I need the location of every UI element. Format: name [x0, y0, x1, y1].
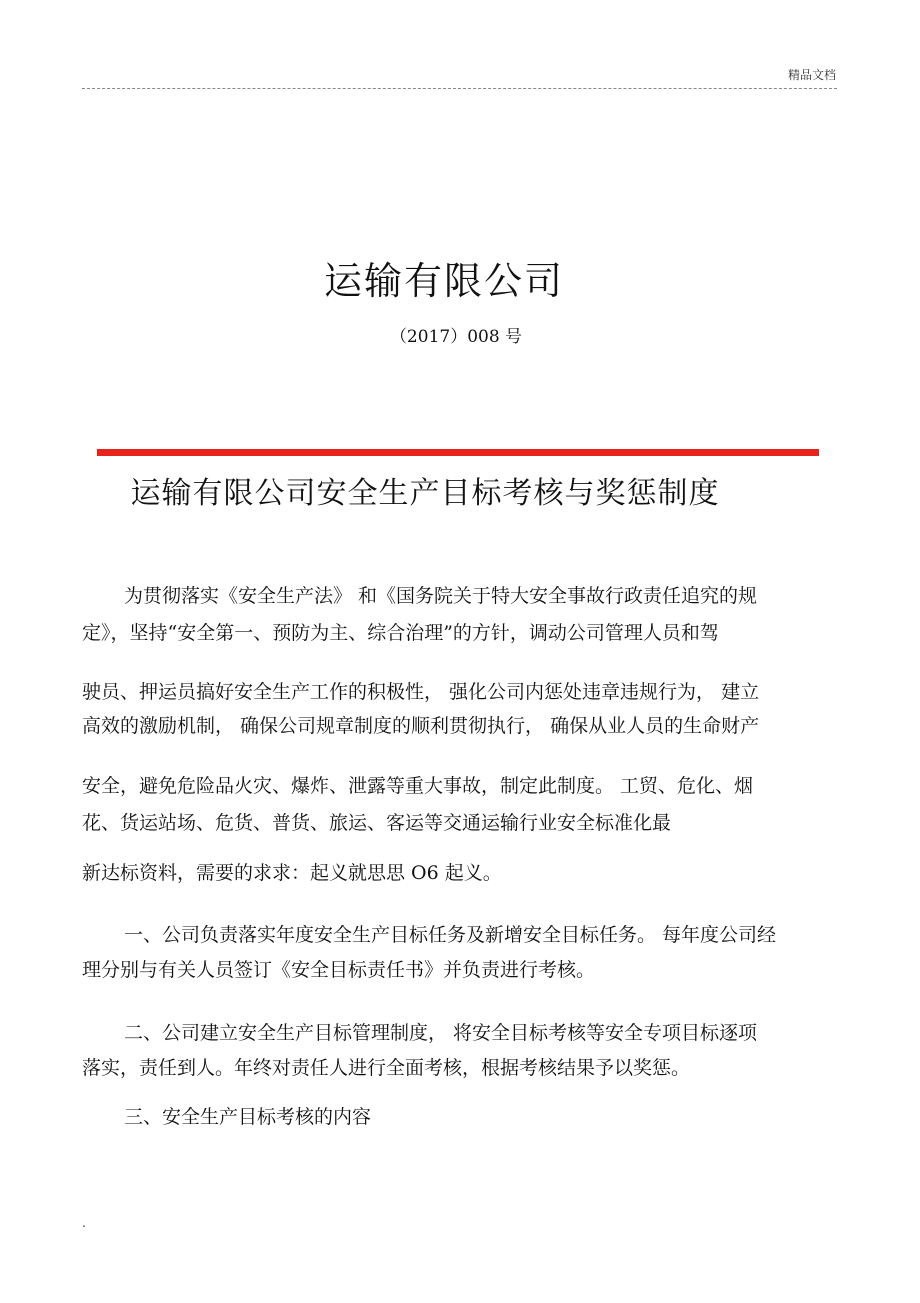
- company-name: 运输有限公司: [323, 259, 564, 303]
- body-line: 三、安全生产目标考核的内容: [124, 1106, 372, 1128]
- document-title: 运输有限公司安全生产目标考核与奖惩制度: [130, 476, 720, 511]
- header-label: 精品文档: [787, 68, 836, 82]
- body-line: 高效的激励机制， 确保公司规章制度的顺利贯彻执行， 确保从业人员的生命财产: [82, 715, 760, 737]
- body-line: 一、公司负责落实年度安全生产目标任务及新增安全目标任务。 每年度公司经: [124, 924, 777, 946]
- body-line: 定》，坚持“安全第一、预防为主、综合治理”的方针，调动公司管理人员和驾: [82, 622, 719, 644]
- document-number: （2017）008 号: [389, 327, 523, 347]
- body-line: 二、公司建立安全生产目标管理制度， 将安全目标考核等安全专项目标逐项: [124, 1022, 758, 1044]
- body-line: 为贯彻落实《安全生产法》 和《国务院关于特大安全事故行政责任追究的规: [124, 585, 758, 607]
- body-line: 落实，责任到人。年终对责任人进行全面考核，根据考核结果予以奖惩。: [82, 1057, 691, 1079]
- red-divider: [97, 449, 819, 456]
- body-line: 驶员、押运员搞好安全生产工作的积极性， 强化公司内惩处违章违规行为， 建立: [82, 681, 760, 703]
- body-line: 安全，避免危险品火灾、爆炸、泄露等重大事故，制定此制度。 工贸、危化、烟: [82, 775, 754, 797]
- body-line: 新达标资料，需要的求求：起义就思思 O6 起义。: [82, 862, 502, 884]
- body-line: 理分别与有关人员签订《安全目标责任书》并负责进行考核。: [82, 959, 596, 981]
- page-mark: .: [82, 1216, 86, 1230]
- body-line: 花、货运站场、危货、普货、旅运、客运等交通运输行业安全标准化最: [82, 812, 672, 834]
- header-divider: [82, 88, 837, 89]
